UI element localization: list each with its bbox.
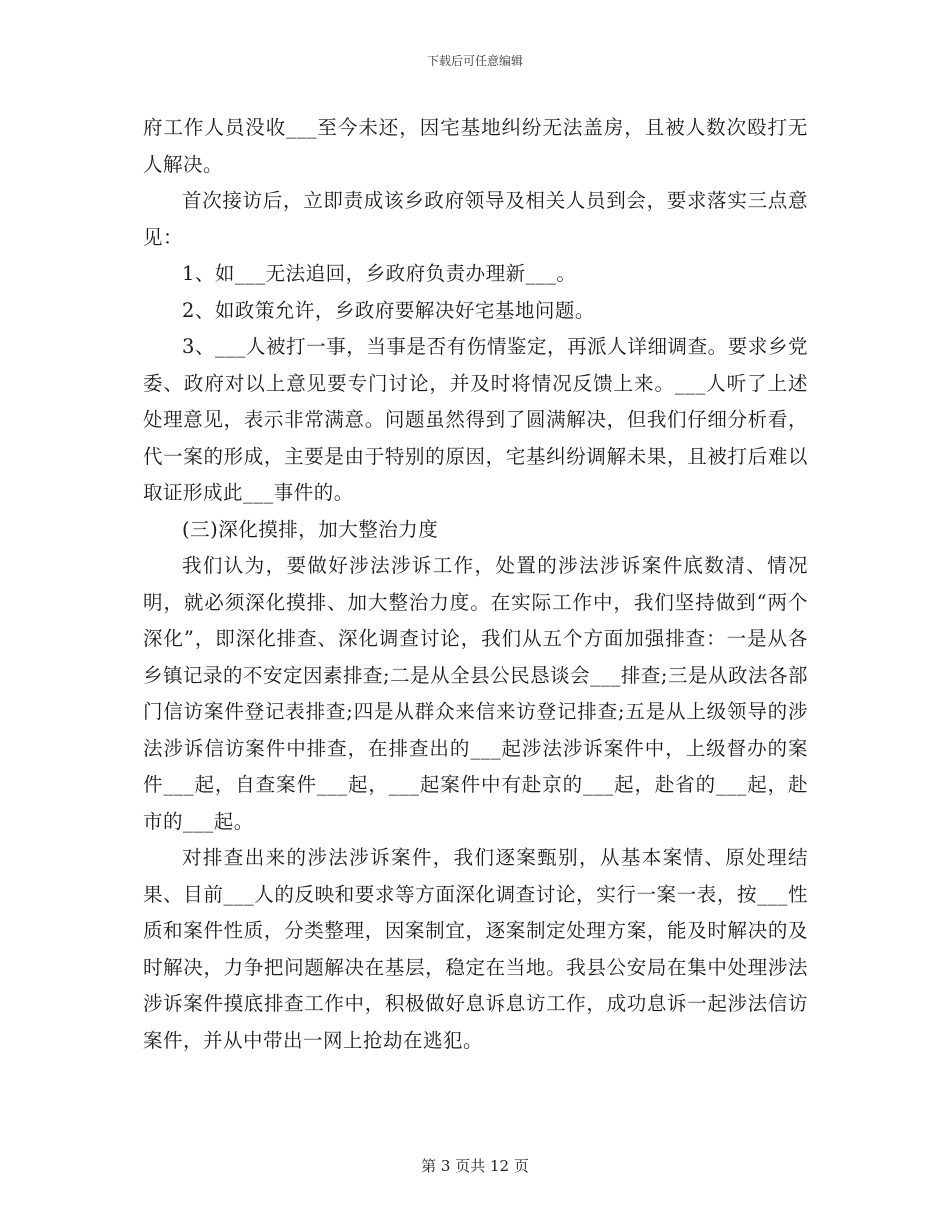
paragraph: 我们认为，要做好涉法涉诉工作，处置的涉法涉诉案件底数清、情况明，就必须深化摸排、加大整治力度。在实际工作中，我们坚持做到“两个深化”，即深化排查、深化调查讨论，我们从五个方面加强排查：一是从各乡镇记录的不安定因素排查;二是从全县公民恳谈会___排查;三是从政法各部门信访案件登记表排查;四是从群众来信来访登记排查;五是从上级领导的涉法涉诉信访案件中排查，在排查出的___起涉法涉诉案件中，上级督办的案件___起，自查案件___起，___起案件中有赴京的___起，赴省的___起，赴市的___起。 <box>143 554 808 833</box>
paragraph: 对排查出来的涉法涉诉案件，我们逐案甄别，从基本案情、原处理结果、目前___人的反映和要求等方面深化调查讨论，实行一案一表，按___性质和案件性质，分类整理，因案制宜，逐案制定处理方案，能及时解决的及时解决，力争把问题解决在基层，稳定在当地。我县公安局在集中处理涉法涉诉案件摸底排查工作中，积极做好息诉息访工作，成功息诉一起涉法信访案件，并从中带出一网上抢劫在逃犯。 <box>143 846 808 1052</box>
list-item: 1、如___无法追回，乡政府负责办理新___。 <box>182 262 577 285</box>
page-header: 下载后可任意编辑 <box>426 54 523 68</box>
document-body <box>143 110 808 1059</box>
paragraph: 府工作人员没收___至今未还，因宅基地纠纷无法盖房，且被人数次殴打无人解决。 <box>143 116 808 176</box>
paragraph: 首次接访后，立即责成该乡政府领导及相关人员到会，要求落实三点意见： <box>143 189 808 249</box>
page-footer: 第 3 页共 12 页 <box>421 1157 529 1175</box>
list-item: 3、___人被打一事，当事是否有伤情鉴定，再派人详细调查。要求乡党委、政府对以上意见要专门讨论，并及时将情况反馈上来。___人听了上述处理意见，表示非常满意。问题虽然得到了圆满解决，但我们仔细分析看，代一案的形成，主要是由于特别的原因，宅基纠纷调解未果，且被打后难以取证形成此___事件的。 <box>143 335 808 504</box>
list-item: 2、如政策允许，乡政府要解决好宅基地问题。 <box>182 298 595 322</box>
section-heading: (三)深化摸排，加大整治力度 <box>182 517 439 541</box>
